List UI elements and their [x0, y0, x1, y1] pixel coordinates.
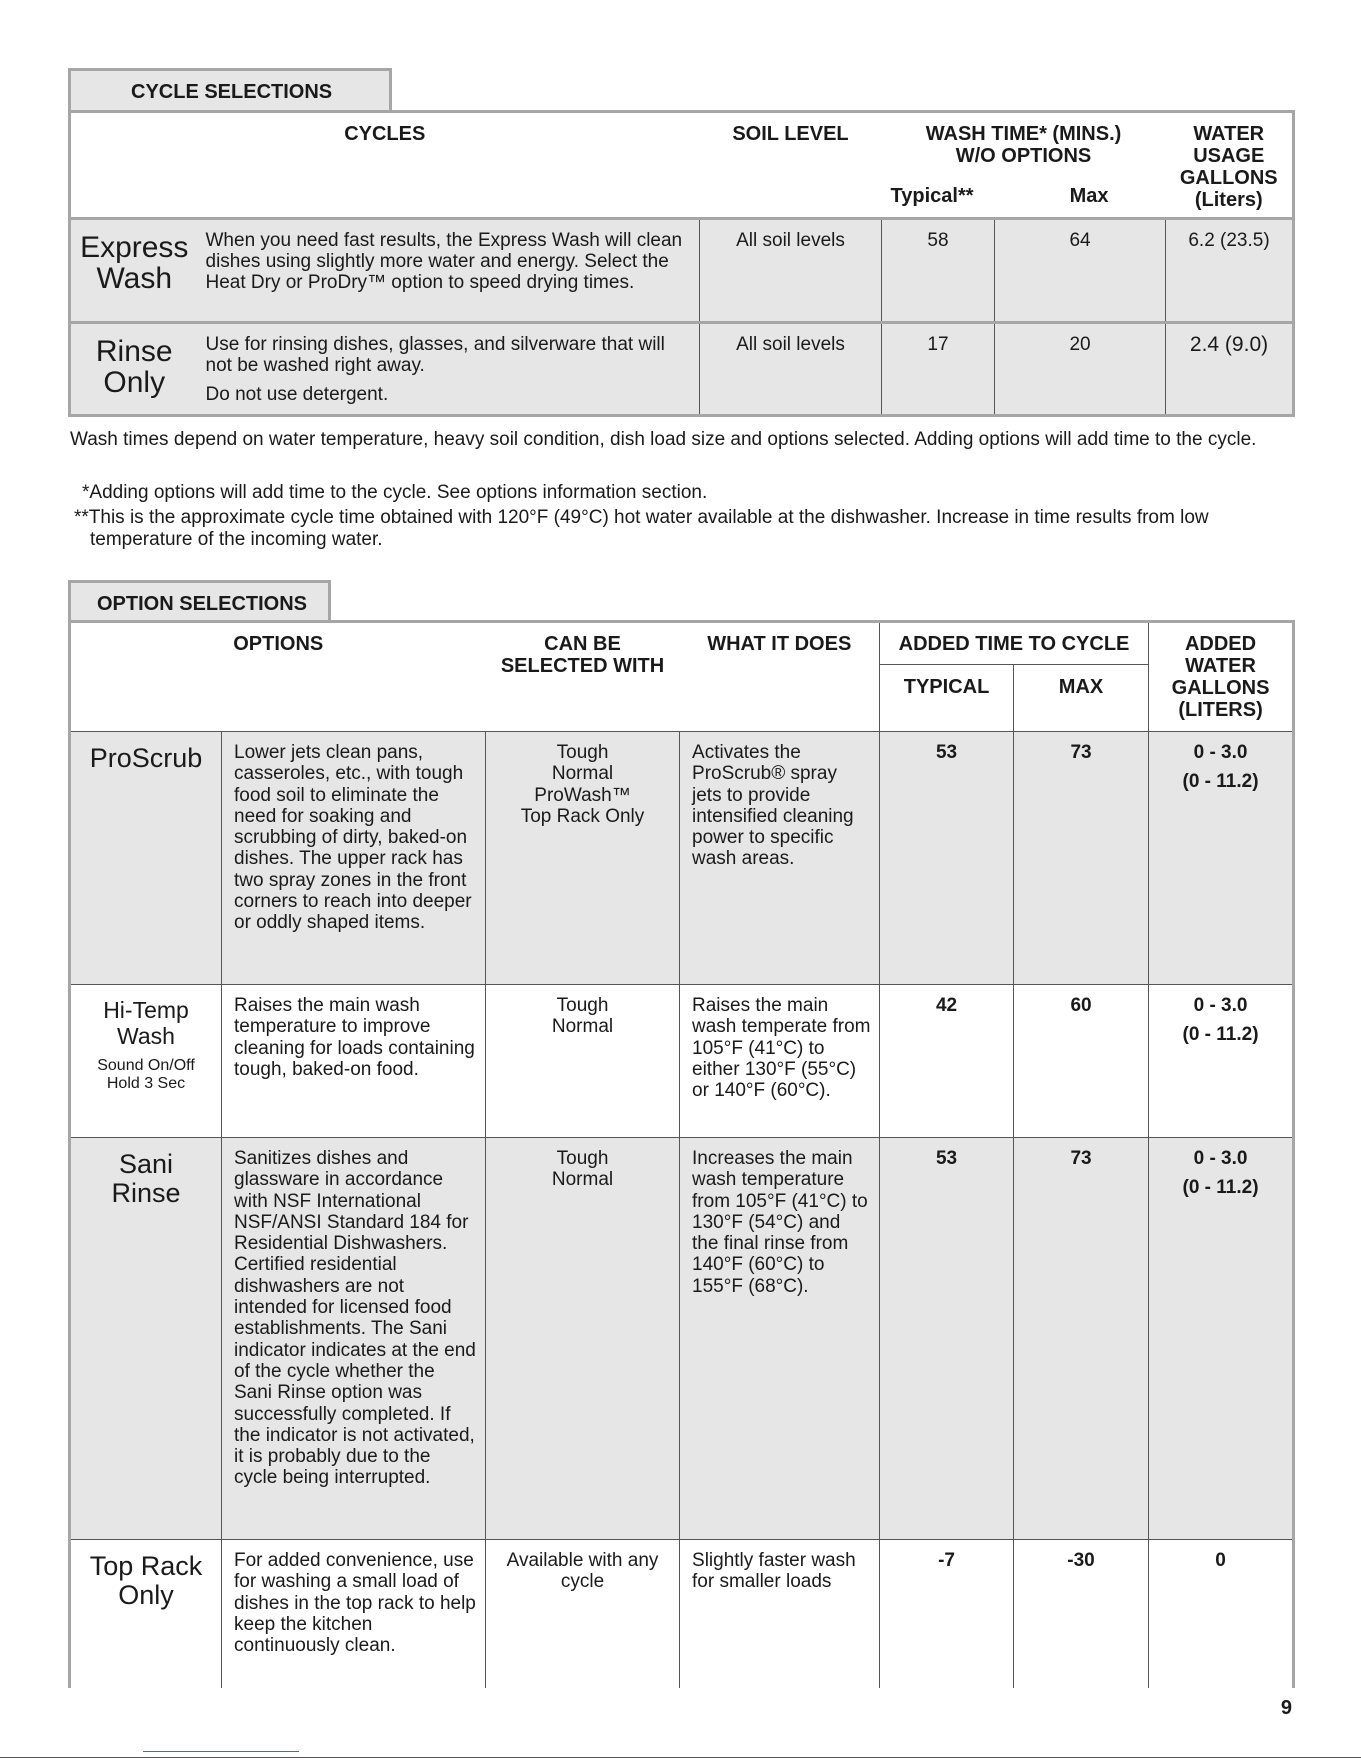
footnote-double-asterisk: **This is the approximate cycle time obtained with 120°F (49°C) hot water available at the dishwasher. Increase in time results from low temperature of the incoming water.	[74, 507, 1209, 550]
cycle-row-rinse-only	[70, 323, 1294, 416]
page-number: 9	[1280, 1697, 1292, 1719]
option-typical-time: 53	[880, 732, 1014, 985]
cycles-header: CYCLES	[344, 123, 426, 145]
water-usage-header: WATER USAGE GALLONS (Liters)	[1179, 123, 1278, 211]
cycle-header-row	[70, 112, 1294, 219]
cycle-soil-level: All soil levels	[700, 219, 882, 323]
option-name: ProScrub	[70, 732, 222, 985]
option-max-time: 73	[1014, 732, 1149, 985]
footnote-asterisk: *Adding options will add time to the cycle. See options information section.	[82, 482, 708, 503]
option-selections-tab	[68, 580, 331, 623]
option-row-sani-rinse	[70, 1138, 1294, 1540]
option-what-it-does: Increases the main wash temperature from 105°F (41°C) to 130°F (54°C) and the final rinse from 140°F (60°C) to 155°F (68°C).	[680, 1138, 880, 1540]
cycle-max-time: 20	[995, 323, 1166, 416]
cycle-typical-time: 58	[882, 219, 995, 323]
option-added-water: 0 - 3.0 (0 - 11.2)	[1149, 732, 1294, 985]
options-header: OPTIONS	[233, 633, 324, 655]
cycle-row-express-wash	[70, 219, 1294, 323]
cycle-water-usage: 6.2 (23.5)	[1166, 219, 1294, 323]
option-added-water: 0	[1149, 1540, 1294, 1688]
cycle-selections-table	[68, 110, 1295, 417]
option-max-time: 60	[1014, 985, 1149, 1138]
what-it-does-header: WHAT IT DOES	[707, 633, 852, 655]
sound-toggle-hint: Sound On/Off Hold 3 Sec	[97, 1057, 195, 1092]
option-can-be-selected-with: Tough Normal	[486, 1138, 680, 1540]
cycle-name: Rinse Only	[70, 323, 198, 416]
cycle-description: When you need fast results, the Express Wash will clean dishes using slightly more water and energy. Select the Heat Dry or ProDry™ option to speed drying times.	[198, 219, 700, 323]
cycle-note: Do not use detergent.	[205, 384, 389, 405]
option-selections-table	[68, 620, 1295, 1688]
footer-rule	[0, 1757, 1361, 1758]
option-description: Sanitizes dishes and glassware in accordance with NSF International NSF/ANSI Standard 184 for Residential Dishwashers. Certified residential dishwashers are not intended for licensed food establishments. The Sani indicator indicates at the end of the cycle whether the Sani Rinse option was successfully completed. If the indicator is not activated, it is probably due to the cycle being interrupted.	[222, 1138, 486, 1540]
option-what-it-does: Raises the main wash temperate from 105°F (41°C) to either 130°F (55°C) or 140°F (60°C).	[680, 985, 880, 1138]
option-row-top-rack-only	[70, 1540, 1294, 1688]
option-what-it-does: Slightly faster wash for smaller loads	[680, 1540, 880, 1688]
option-what-it-does: Activates the ProScrub® spray jets to provide intensified cleaning power to specific wash areas.	[680, 732, 880, 985]
soil-level-header: SOIL LEVEL	[732, 123, 849, 145]
option-description: Raises the main wash temperature to improve cleaning for loads containing tough, baked-on food.	[222, 985, 486, 1138]
option-added-water: 0 - 3.0 (0 - 11.2)	[1149, 985, 1294, 1138]
added-time-header: ADDED TIME TO CYCLE	[898, 633, 1130, 655]
max-header: MAX	[1058, 676, 1104, 698]
option-row-proscrub	[70, 732, 1294, 985]
cycle-description: Use for rinsing dishes, glasses, and silverware that will not be washed right away. Do not use detergent.	[198, 323, 700, 416]
option-max-time: -30	[1014, 1540, 1149, 1688]
option-row-hi-temp-wash	[70, 985, 1294, 1138]
option-typical-time: 53	[880, 1138, 1014, 1540]
max-header: Max	[1069, 185, 1109, 207]
option-can-be-selected-with: Tough Normal	[486, 985, 680, 1138]
option-name: Top Rack Only	[70, 1540, 222, 1688]
cycle-typical-time: 17	[882, 323, 995, 416]
option-max-time: 73	[1014, 1138, 1149, 1540]
typical-header: TYPICAL	[903, 676, 990, 698]
option-header-row-1	[70, 622, 1294, 665]
option-can-be-selected-with: Tough Normal ProWash™ Top Rack Only	[486, 732, 680, 985]
typical-header: Typical**	[890, 185, 974, 207]
option-name: Hi-Temp Wash Sound On/Off Hold 3 Sec	[70, 985, 222, 1138]
added-water-header: ADDED WATER GALLONS (LITERS)	[1171, 633, 1270, 721]
option-can-be-selected-with: Available with any cycle	[486, 1540, 680, 1688]
cycle-selections-tab	[68, 68, 392, 113]
wash-time-header: WASH TIME* (MINS.) W/O OPTIONS	[925, 123, 1122, 167]
cycle-water-usage: 2.4 (9.0)	[1166, 323, 1294, 416]
option-description: For added convenience, use for washing a small load of dishes in the top rack to help keep the kitchen continuously clean.	[222, 1540, 486, 1688]
wash-times-note: Wash times depend on water temperature, heavy soil condition, dish load size and options selected. Adding options will add time to the cycle.	[70, 429, 1257, 450]
option-description: Lower jets clean pans, casseroles, etc., with tough food soil to eliminate the need for soaking and scrubbing of dirty, baked-on dishes. The upper rack has two spray zones in the front corners to reach into deeper or oddly shaped items.	[222, 732, 486, 985]
cycle-selections-title: CYCLE SELECTIONS	[131, 81, 333, 103]
option-name: Sani Rinse	[70, 1138, 222, 1540]
footer-link-underline	[143, 1751, 299, 1752]
option-typical-time: 42	[880, 985, 1014, 1138]
cycle-soil-level: All soil levels	[700, 323, 882, 416]
option-added-water: 0 - 3.0 (0 - 11.2)	[1149, 1138, 1294, 1540]
cycle-name: Express Wash	[70, 219, 198, 323]
option-typical-time: -7	[880, 1540, 1014, 1688]
cycle-max-time: 64	[995, 219, 1166, 323]
can-be-selected-header: CAN BE SELECTED WITH	[500, 633, 665, 677]
option-selections-title: OPTION SELECTIONS	[97, 593, 308, 615]
